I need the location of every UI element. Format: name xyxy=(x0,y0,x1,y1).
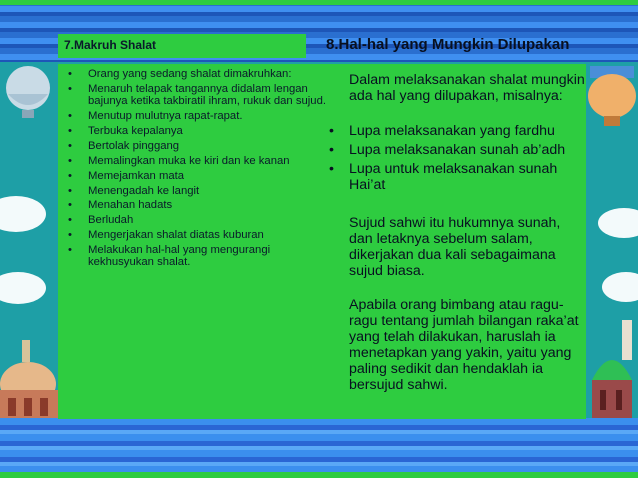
top-green-edge xyxy=(0,0,638,5)
list-item: • Memalingkan muka ke kiri dan ke kanan xyxy=(68,154,290,167)
list-item: • Melakukan hal-hal yang mengurangi kekhusyukan shalat. xyxy=(68,244,271,269)
lantern-balloon-icon xyxy=(586,64,638,128)
list-item: • Bertolak pinggang xyxy=(68,139,180,152)
bullet-icon: • xyxy=(68,82,72,95)
hot-air-balloon-icon xyxy=(2,64,52,120)
bullet-icon: • xyxy=(68,68,72,80)
bullet-icon: • xyxy=(68,154,72,167)
mosque-dome-right-icon xyxy=(586,320,638,418)
bullet-icon: • xyxy=(68,139,72,152)
bullet-icon: • xyxy=(329,123,334,139)
bottom-green-edge xyxy=(0,472,638,478)
mosque-dome-left-icon xyxy=(0,338,58,418)
bullet-icon: • xyxy=(68,184,72,197)
list-item: • Terbuka kepalanya xyxy=(68,124,183,137)
sujud-sahwi-paragraph: Sujud sahwi itu hukumnya sunah, dan letaknya sebelum salam, dikerjakan dua kali sebagaimana sujud biasa. xyxy=(349,215,561,279)
list-item: • Mengerjakan shalat diatas kuburan xyxy=(68,229,264,242)
section-header-forgotten xyxy=(318,34,586,58)
bullet-icon: • xyxy=(68,229,72,242)
list-item: • Menahan hadats xyxy=(68,199,173,212)
bullet-icon: • xyxy=(329,161,334,177)
bullet-icon: • xyxy=(68,124,72,137)
doubt-paragraph: Apabila orang bimbang atau ragu-ragu tentang jumlah bilangan raka’at yang telah dilakukan, haruslah ia menetapkan yang yakin, yaitu yang paling sedikit dan hendaklah ia bersujud sahwi. xyxy=(349,297,579,393)
makruh-list xyxy=(58,68,335,271)
forgotten-panel: Dalam melaksanakan shalat mungkin ada hal yang dilupakan, misalnya: • Lupa melaksanakan yang fardhu • Lupa melaksanakan sunah ab’adh • Lupa untuk melaksanakan sunah Hai’at Sujud sahwi itu hukumnya sunah, dan letaknya sebelum salam, dikerjakan dua kali sebagaimana sujud biasa. Apabila orang bimbang atau ragu-ragu tentang jumlah bilangan raka’at yang telah dilakukan, haruslah ia menetapkan yang yakin, yaitu yang paling sedikit dan hendaklah ia bersujud sahwi. xyxy=(335,64,586,419)
forgotten-intro: Dalam melaksanakan shalat mungkin ada hal yang dilupakan, misalnya: xyxy=(349,72,585,104)
bullet-icon: • xyxy=(68,199,72,212)
list-item: • Menengadah ke langit xyxy=(68,184,200,197)
section-title-forgotten: 8.Hal-hal yang Mungkin Dilupakan xyxy=(326,36,570,53)
list-item: • Menaruh telapak tangannya didalam lengan bajunya ketika takbiratil ihram, rukuk dan sujud. xyxy=(68,82,326,108)
bullet-icon: • xyxy=(68,214,72,227)
bullet-icon: • xyxy=(329,142,334,158)
makruh-panel xyxy=(58,64,335,419)
section-title-makruh: 7.Makruh Shalat xyxy=(64,38,157,52)
bullet-icon: • xyxy=(68,169,72,182)
bullet-icon: • xyxy=(68,110,72,123)
list-item: • Orang yang sedang shalat dimakruhkan: xyxy=(68,68,292,80)
bottom-wave-band xyxy=(0,418,638,478)
bullet-icon: • xyxy=(68,244,72,257)
list-item: • Berludah xyxy=(68,214,134,227)
list-item: • Memejamkan mata xyxy=(68,169,185,182)
section-header-makruh xyxy=(58,34,306,58)
list-item: • Menutup mulutnya rapat-rapat. xyxy=(68,110,243,123)
